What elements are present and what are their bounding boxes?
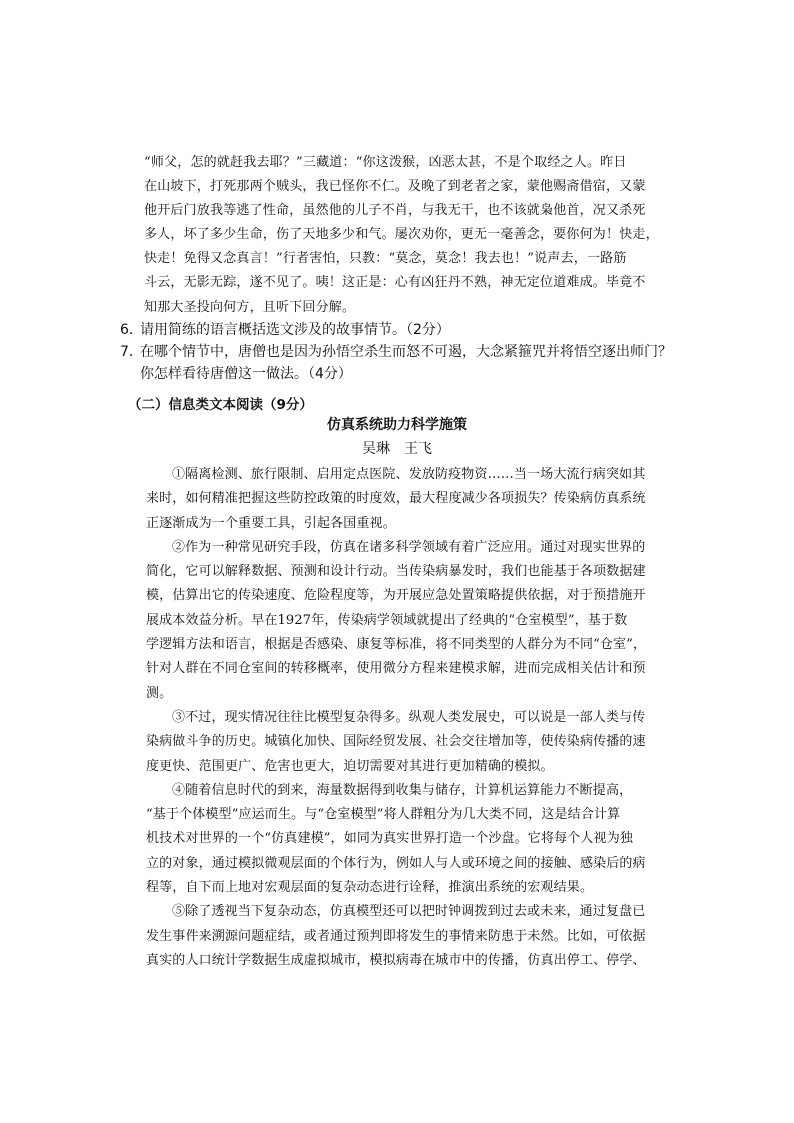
article-line: 学逻辑方法和语言，根据是否感染、康复等标准，将不同类型的人群分为不同“仓室”， xyxy=(146,637,647,653)
story-line: 在山坡下，打死那两个贼头，我已怪你不仁。及晚了到老者之家，蒙他赐斋借宿，又蒙 xyxy=(144,179,646,195)
article-line: 立的对象，通过模拟微观层面的个体行为，例如人与人或环境之间的接触、感染后的病 xyxy=(146,855,646,871)
article-line: 简化，它可以解释数据、预测和设计行动。当传染病暴发时，我们也能基于各项数据建 xyxy=(146,564,646,580)
article-line: ③不过，现实情况往往比模型复杂得多。纵观人类发展史，可以说是一部人类与传 xyxy=(172,709,646,725)
article-line: 测。 xyxy=(146,685,173,701)
story-line: 斗云，无影无踪，遂不见了。咦！这正是：心有凶狂丹不熟，神无定位道难成。毕竟不 xyxy=(144,275,646,291)
question-text: 请用简练的语言概括选文涉及的故事情节。（2分） xyxy=(140,322,450,338)
question-text: 在哪个情节中，唐僧也是因为孙悟空杀生而怒不可遏，大念紧箍咒并将悟空逐出师门？ xyxy=(140,344,672,360)
article-body xyxy=(146,463,686,973)
question-2-continued xyxy=(120,363,700,385)
story-line: “师父，怎的就赶我去耶？”三藏道：“你这泼猴，凶恶太甚，不是个取经之人。昨日 xyxy=(144,155,627,170)
article-line: ⑤除了透视当下复杂动态，仿真模型还可以把时钟调拨到过去或未来，通过复盘已 xyxy=(172,904,646,920)
article-line: 度更快、范围更广、危害也更大，迫切需要对其进行更加精确的模拟。 xyxy=(146,758,554,774)
story-line: 多人，坏了多少生命，伤了天地多少和气。屡次劝你，更无一毫善念，要你何为！快走， xyxy=(144,227,659,243)
article-title: 仿真系统助力科学施策 xyxy=(327,417,467,433)
article-line: 来时，如何精准把握这些防控政策的时度效，最大程度减少各项损失？传染病仿真系统 xyxy=(146,491,646,507)
section-heading: （二）信息类文本阅读（9分） xyxy=(128,397,313,413)
article-line: ②作为一种常见研究手段，仿真在诸多科学领域有着广泛应用。通过对现实世界的 xyxy=(172,539,646,555)
question-2 xyxy=(120,341,700,363)
article-line: ①隔离检测、旅行限制、启用定点医院、发放防疫物资……当一场大流行病突如其 xyxy=(172,467,646,482)
story-line: 快走！免得又念真言！”行者害怕，只教：“莫念，莫念！我去也！”说声去，一路筋 xyxy=(144,251,627,267)
article-line: 机技术对世界的一个“仿真建模”，如同为真实世界打造一个沙盘。它将每个人视为独 xyxy=(146,831,633,847)
article-line: 真实的人口统计学数据生成虚拟城市，模拟病毒在城市中的传播，仿真出停工、停学、 xyxy=(146,952,646,968)
article-line: “基于个体模型”应运而生。与“仓室模型”将人群粗分为几大类不同，这是结合计算 xyxy=(146,807,621,823)
article-line: 正逐渐成为一个重要工具，引起各国重视。 xyxy=(146,515,396,531)
story-line: 知那大圣投向何方，且听下回分解。 xyxy=(144,299,356,315)
article-line: 发生事件来溯源问题症结，或者通过预判即将发生的事情来防患于未然。比如，可依据 xyxy=(146,928,646,944)
article-authors: 吴琳 王飞 xyxy=(362,441,432,457)
question-text: 你怎样看待唐僧这一做法。（4分） xyxy=(140,366,352,382)
article-line: 模，估算出它的传染速度、危险程度等，为开展应急处置策略提供依据，对于预措施开 xyxy=(146,588,646,604)
question-number: 7． xyxy=(120,344,143,360)
question-number: 6． xyxy=(120,322,143,338)
question-list xyxy=(120,319,700,385)
article-line: 展成本效益分析。早在1927年，传染病学领域就提出了经典的“仓室模型”，基于数 xyxy=(146,612,628,628)
article-line: 程等，自下而上地对宏观层面的复杂动态进行诠释，推演出系统的宏观结果。 xyxy=(146,880,594,896)
question-1 xyxy=(120,319,700,341)
story-excerpt xyxy=(143,151,683,320)
article-line: 染病做斗争的历史。城镇化加快、国际经贸发展、社会交往增加等，使传染病传播的速 xyxy=(146,734,646,750)
article-line: ④随着信息时代的到来，海量数据得到收集与储存，计算机运算能力不断提高， xyxy=(172,782,633,798)
story-line: 他开后门放我等逃了性命，虽然他的儿子不肖，与我无干，也不该就枭他首，况又杀死 xyxy=(144,203,646,219)
article-line: 针对人群在不同仓室间的转移概率，使用微分方程来建模求解，进而完成相关估计和预 xyxy=(146,661,646,677)
